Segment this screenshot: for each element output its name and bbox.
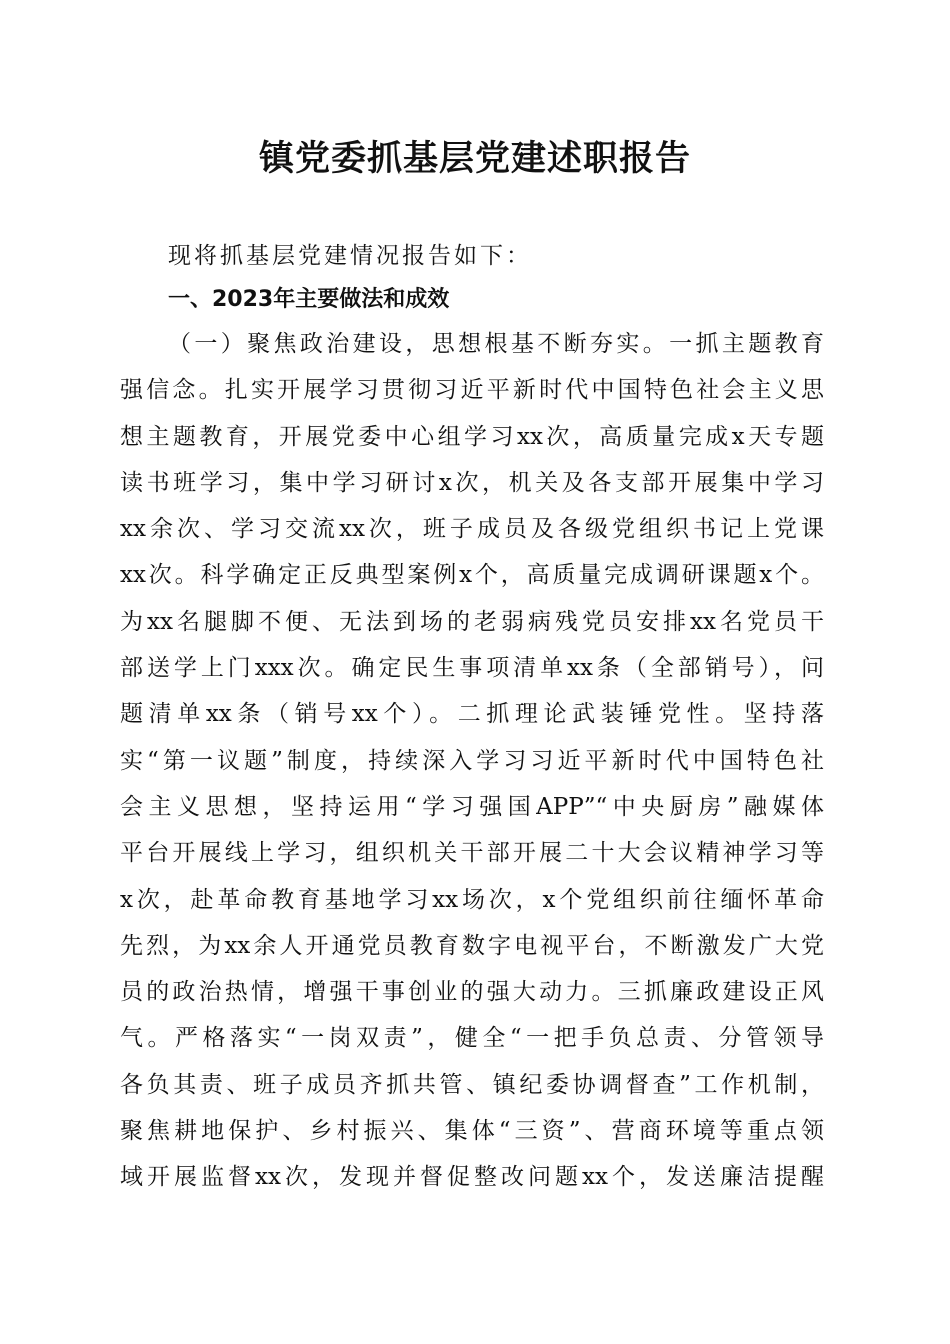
intro-paragraph: 现将抓基层党建情况报告如下：: [168, 243, 532, 269]
body-line: 先烈，为xx余人开通党员教育数字电视平台，不断激发广大党: [120, 932, 824, 959]
body-paragraph: [120, 321, 840, 1201]
body-line: 平台开展线上学习，组织机关干部开展二十大会议精神学习等: [120, 840, 824, 867]
body-line: 员的政治热情，增强干事创业的强大动力。三抓廉政建设正风: [120, 979, 824, 1006]
body-line: x次，赴革命教育基地学习xx场次，x个党组织前往缅怀革命: [120, 886, 824, 913]
body-line: （一）聚焦政治建设，思想根基不断夯实。一抓主题教育: [168, 331, 824, 357]
document-title: 镇党委抓基层党建述职报告: [258, 138, 691, 179]
body-line: 想主题教育，开展党委中心组学习xx次，高质量完成x天专题: [120, 423, 824, 450]
body-line: 会主义思想，坚持运用“学习强国APP”“中央厨房”融媒体: [120, 793, 824, 820]
body-line: xx次。科学确定正反典型案例x个，高质量完成调研课题x个。: [120, 562, 824, 589]
body-line: 实“第一议题”制度，持续深入学习习近平新时代中国特色社: [120, 747, 824, 774]
body-line: 部送学上门xxx次。确定民生事项清单xx条（全部销号），问: [120, 655, 824, 682]
section-heading: 一、2023年主要做法和成效: [168, 287, 450, 312]
body-line: xx余次、学习交流xx次，班子成员及各级党组织书记上党课: [120, 516, 824, 543]
body-line: 读书班学习，集中学习研讨x次，机关及各支部开展集中学习: [120, 469, 824, 496]
body-line: 域开展监督xx次，发现并督促整改问题xx个，发送廉洁提醒: [120, 1164, 824, 1191]
body-line: 聚焦耕地保护、乡村振兴、集体“三资”、营商环境等重点领: [120, 1118, 824, 1145]
body-line: 为xx名腿脚不便、无法到场的老弱病残党员安排xx名党员干: [120, 608, 824, 635]
body-line: 各负其责、班子成员齐抓共管、镇纪委协调督查”工作机制，: [120, 1071, 824, 1098]
body-line: 题清单xx条（销号xx个）。二抓理论武装锤党性。坚持落: [120, 701, 824, 728]
body-line: 强信念。扎实开展学习贯彻习近平新时代中国特色社会主义思: [120, 377, 824, 404]
body-line: 气。严格落实“一岗双责”，健全“一把手负总责、分管领导: [120, 1025, 824, 1052]
